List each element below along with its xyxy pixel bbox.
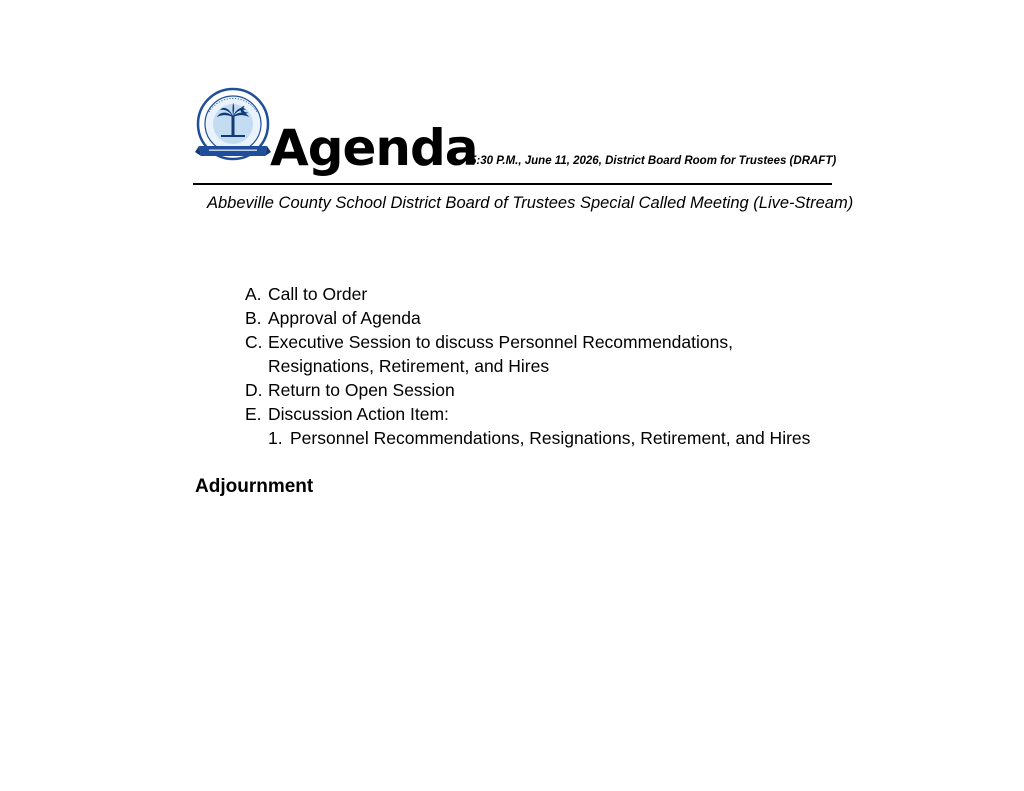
agenda-sub-list (268, 426, 810, 450)
agenda-item-marker: D. (245, 380, 263, 400)
meeting-title: Abbeville County School District Board of Trustees Special Called Meeting (Live-Stream) (207, 194, 854, 212)
agenda-item-marker: A. (245, 284, 262, 304)
agenda-item-text: Return to Open Session (268, 380, 455, 400)
agenda-sub-item-text: Personnel Recommendations, Resignations, Retirement, and Hires (290, 428, 811, 448)
page-title: Agenda (270, 119, 478, 177)
agenda-item-e (245, 402, 810, 450)
meeting-info: 5:30 P.M., June 11, 2026, District Board Room for Trustees (DRAFT) (470, 155, 837, 167)
adjournment-heading: Adjournment (195, 476, 314, 497)
agenda-item-text: Discussion Action Item: (268, 404, 449, 424)
agenda-item-b (245, 306, 810, 330)
agenda-item-text: Executive Session to discuss Personnel Recommendations, (268, 332, 733, 352)
agenda-item-d (245, 378, 810, 402)
agenda-item-a (245, 282, 810, 306)
agenda-item-c (245, 330, 810, 378)
agenda-item-text: Approval of Agenda (268, 308, 421, 328)
agenda-list (245, 282, 810, 450)
district-seal-logo (195, 86, 271, 166)
agenda-item-text: Call to Order (268, 284, 368, 304)
header-divider (193, 183, 832, 185)
agenda-item-marker: B. (245, 308, 262, 328)
agenda-item-marker: E. (245, 404, 262, 424)
agenda-item-text-continued: Resignations, Retirement, and Hires (268, 356, 550, 376)
agenda-item-marker: C. (245, 332, 263, 352)
agenda-sub-item-1 (268, 426, 810, 450)
agenda-sub-item-marker: 1. (268, 428, 283, 448)
